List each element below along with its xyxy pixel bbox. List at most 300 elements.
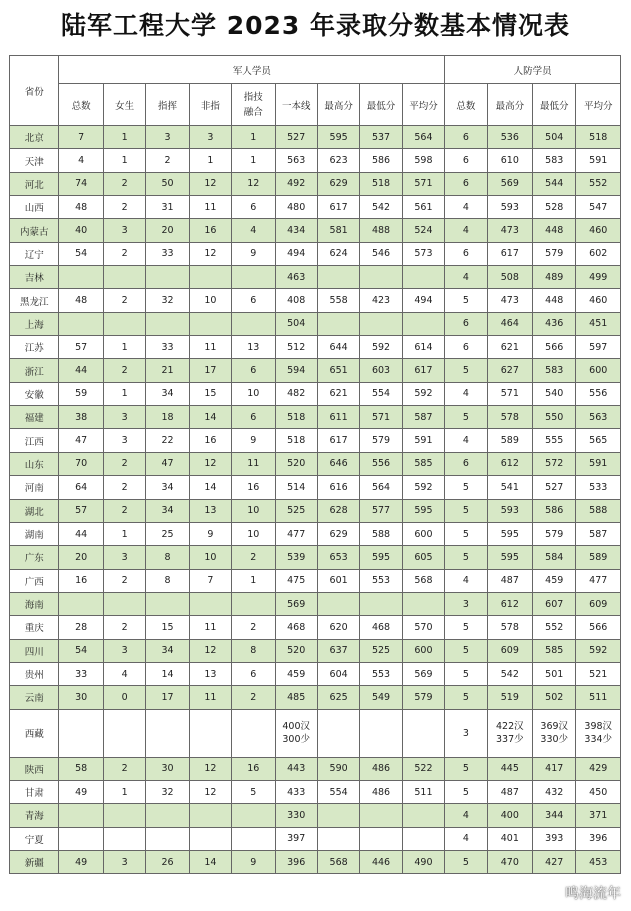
table-cell: 34: [146, 639, 189, 662]
table-cell: 6: [445, 172, 487, 195]
table-cell: 18: [146, 406, 189, 429]
table-row: [10, 780, 621, 803]
table-cell: 5: [445, 499, 487, 522]
table-cell: [232, 266, 275, 289]
table-cell: 16: [232, 757, 275, 780]
table-cell: 16: [232, 476, 275, 499]
table-cell: 3: [103, 639, 145, 662]
table-cell: 577: [360, 499, 402, 522]
table-cell: 397: [275, 827, 317, 850]
table-cell: 44: [59, 359, 103, 382]
table-cell: 12: [189, 757, 231, 780]
table-cell: 14: [189, 850, 231, 873]
table-cell: 5: [445, 406, 487, 429]
table-cell: 4: [103, 662, 145, 685]
table-cell: 573: [402, 242, 444, 265]
table-cell: 9: [232, 242, 275, 265]
table-cell: [360, 709, 402, 757]
table-cell: 487: [487, 569, 532, 592]
table-cell: [146, 804, 189, 827]
table-cell: 563: [576, 406, 621, 429]
table-cell: 588: [360, 522, 402, 545]
table-cell: 524: [402, 219, 444, 242]
table-cell: 5: [445, 359, 487, 382]
province-cell: 陕西: [10, 757, 59, 780]
table-cell: 48: [59, 196, 103, 219]
province-cell: 吉林: [10, 266, 59, 289]
table-cell: 595: [487, 522, 532, 545]
table-cell: 5: [445, 757, 487, 780]
table-cell: 31: [146, 196, 189, 219]
table-cell: 569: [402, 662, 444, 685]
col-header: 最低分: [533, 84, 576, 126]
table-cell: 477: [576, 569, 621, 592]
table-cell: 4: [445, 827, 487, 850]
table-cell: 614: [402, 336, 444, 359]
table-cell: [103, 709, 145, 757]
table-cell: 579: [533, 522, 576, 545]
table-cell: 9: [232, 850, 275, 873]
table-cell: 592: [402, 382, 444, 405]
province-cell: 河南: [10, 476, 59, 499]
table-cell: 617: [487, 242, 532, 265]
table-cell: 12: [189, 172, 231, 195]
col-header: 指技融合: [232, 84, 275, 126]
table-cell: 9: [189, 522, 231, 545]
table-cell: 396: [576, 827, 621, 850]
table-cell: [317, 266, 359, 289]
table-cell: 74: [59, 172, 103, 195]
military-group-header: 军人学员: [59, 56, 445, 84]
page-title: 陆军工程大学 2023 年录取分数基本情况表: [61, 11, 570, 40]
table-cell: 512: [275, 336, 317, 359]
table-cell: 528: [533, 196, 576, 219]
table-cell: 609: [487, 639, 532, 662]
table-cell: 48: [59, 289, 103, 312]
table-row: [10, 242, 621, 265]
table-cell: 6: [232, 359, 275, 382]
col-header: 总数: [445, 84, 487, 126]
table-cell: 569: [275, 592, 317, 615]
table-cell: [360, 266, 402, 289]
table-cell: 34: [146, 499, 189, 522]
table-cell: 2: [103, 499, 145, 522]
table-cell: 585: [402, 452, 444, 475]
table-row: [10, 359, 621, 382]
table-cell: [402, 827, 444, 850]
table-cell: 583: [533, 149, 576, 172]
table-cell: 600: [576, 359, 621, 382]
table-cell: 58: [59, 757, 103, 780]
table-cell: 579: [402, 686, 444, 709]
table-cell: 434: [275, 219, 317, 242]
table-cell: 13: [189, 662, 231, 685]
table-cell: 561: [402, 196, 444, 219]
table-row: [10, 757, 621, 780]
table-cell: 1: [103, 780, 145, 803]
province-cell: 广西: [10, 569, 59, 592]
table-cell: [232, 312, 275, 335]
table-cell: 579: [533, 242, 576, 265]
table-cell: 593: [487, 499, 532, 522]
table-row: [10, 686, 621, 709]
province-cell: 江西: [10, 429, 59, 452]
table-cell: 621: [487, 336, 532, 359]
table-cell: 3: [103, 850, 145, 873]
table-cell: 4: [59, 149, 103, 172]
table-cell: 1: [103, 382, 145, 405]
header-row-columns: [10, 84, 621, 126]
table-cell: 2: [103, 757, 145, 780]
province-cell: 宁夏: [10, 827, 59, 850]
table-cell: 5: [445, 662, 487, 685]
table-cell: 537: [360, 126, 402, 149]
table-cell: 569: [487, 172, 532, 195]
table-cell: 7: [189, 569, 231, 592]
province-cell: 福建: [10, 406, 59, 429]
table-cell: 433: [275, 780, 317, 803]
table-cell: [402, 266, 444, 289]
table-cell: 595: [487, 546, 532, 569]
table-cell: 586: [533, 499, 576, 522]
table-cell: 6: [445, 126, 487, 149]
table-cell: 637: [317, 639, 359, 662]
table-cell: 3: [445, 709, 487, 757]
table-cell: 49: [59, 780, 103, 803]
table-cell: [360, 827, 402, 850]
table-cell: 448: [533, 289, 576, 312]
table-cell: 10: [232, 499, 275, 522]
table-cell: 12: [189, 639, 231, 662]
table-cell: 49: [59, 850, 103, 873]
table-cell: 546: [360, 242, 402, 265]
province-cell: 浙江: [10, 359, 59, 382]
table-cell: 595: [360, 546, 402, 569]
admission-table: [9, 55, 621, 874]
province-cell: 山东: [10, 452, 59, 475]
table-cell: 477: [275, 522, 317, 545]
table-cell: 2: [232, 686, 275, 709]
table-cell: 5: [445, 686, 487, 709]
table-cell: 26: [146, 850, 189, 873]
table-cell: 6: [232, 196, 275, 219]
table-cell: 565: [576, 429, 621, 452]
table-cell: 443: [275, 757, 317, 780]
table-cell: 518: [360, 172, 402, 195]
table-cell: [360, 804, 402, 827]
table-cell: 588: [576, 499, 621, 522]
table-cell: [103, 592, 145, 615]
table-cell: 40: [59, 219, 103, 242]
table-cell: 38: [59, 406, 103, 429]
table-row: [10, 592, 621, 615]
table-cell: 629: [317, 522, 359, 545]
table-cell: [59, 827, 103, 850]
table-cell: 330: [275, 804, 317, 827]
table-cell: 621: [317, 382, 359, 405]
table-cell: 448: [533, 219, 576, 242]
table-cell: 2: [103, 569, 145, 592]
province-cell: 天津: [10, 149, 59, 172]
table-cell: 553: [360, 662, 402, 685]
table-row: [10, 429, 621, 452]
table-cell: 1: [103, 336, 145, 359]
table-cell: [59, 266, 103, 289]
table-row: [10, 406, 621, 429]
table-cell: 369汉 330少: [533, 709, 576, 757]
table-cell: 2: [232, 616, 275, 639]
table-cell: 487: [487, 780, 532, 803]
table-cell: 11: [189, 686, 231, 709]
table-cell: 2: [146, 149, 189, 172]
table-cell: 17: [189, 359, 231, 382]
col-header: 平均分: [402, 84, 444, 126]
table-cell: 4: [445, 382, 487, 405]
table-row: [10, 522, 621, 545]
table-cell: 459: [533, 569, 576, 592]
table-cell: 518: [275, 406, 317, 429]
table-cell: 564: [402, 126, 444, 149]
watermark: 鸣海流年: [565, 886, 621, 902]
table-cell: 1: [189, 149, 231, 172]
table-cell: 463: [275, 266, 317, 289]
table-row: [10, 172, 621, 195]
table-cell: 13: [232, 336, 275, 359]
table-cell: 33: [59, 662, 103, 685]
table-cell: 450: [576, 780, 621, 803]
table-cell: 1: [103, 149, 145, 172]
table-cell: 585: [533, 639, 576, 662]
table-cell: 605: [402, 546, 444, 569]
table-cell: [232, 709, 275, 757]
table-cell: 488: [360, 219, 402, 242]
table-cell: 12: [189, 780, 231, 803]
table-cell: 6: [445, 452, 487, 475]
table-cell: [402, 709, 444, 757]
table-cell: 6: [232, 289, 275, 312]
table-cell: 6: [445, 336, 487, 359]
table-cell: 15: [189, 382, 231, 405]
table-cell: 571: [402, 172, 444, 195]
table-row: [10, 382, 621, 405]
province-cell: 辽宁: [10, 242, 59, 265]
table-cell: 5: [445, 639, 487, 662]
table-cell: 445: [487, 757, 532, 780]
table-cell: [59, 709, 103, 757]
table-cell: [317, 709, 359, 757]
table-cell: [317, 312, 359, 335]
table-row: [10, 804, 621, 827]
table-cell: 617: [317, 196, 359, 219]
table-cell: 1: [103, 126, 145, 149]
table-cell: 0: [103, 686, 145, 709]
table-row: [10, 126, 621, 149]
table-cell: 436: [533, 312, 576, 335]
table-cell: 586: [360, 149, 402, 172]
table-cell: 4: [445, 429, 487, 452]
table-cell: 508: [487, 266, 532, 289]
province-cell: 江苏: [10, 336, 59, 359]
table-cell: 57: [59, 499, 103, 522]
province-cell: 青海: [10, 804, 59, 827]
table-cell: 59: [59, 382, 103, 405]
province-cell: 上海: [10, 312, 59, 335]
table-cell: 584: [533, 546, 576, 569]
table-cell: 646: [317, 452, 359, 475]
table-cell: 4: [445, 266, 487, 289]
table-cell: 54: [59, 242, 103, 265]
col-header: 女生: [103, 84, 145, 126]
table-cell: 489: [533, 266, 576, 289]
table-cell: 597: [576, 336, 621, 359]
table-cell: 583: [533, 359, 576, 382]
table-cell: [59, 312, 103, 335]
table-cell: 3: [103, 406, 145, 429]
table-cell: 16: [189, 429, 231, 452]
table-cell: 518: [576, 126, 621, 149]
table-cell: 4: [445, 569, 487, 592]
col-header: 最高分: [317, 84, 359, 126]
table-cell: 57: [59, 336, 103, 359]
table-cell: 473: [487, 289, 532, 312]
table-cell: 14: [189, 406, 231, 429]
table-cell: 453: [576, 850, 621, 873]
table-cell: 592: [402, 476, 444, 499]
table-cell: [59, 592, 103, 615]
table-row: [10, 476, 621, 499]
table-cell: 21: [146, 359, 189, 382]
table-cell: 10: [189, 289, 231, 312]
table-cell: 30: [146, 757, 189, 780]
table-cell: [189, 804, 231, 827]
table-cell: 10: [232, 522, 275, 545]
table-cell: 32: [146, 780, 189, 803]
table-cell: 4: [445, 804, 487, 827]
table-cell: 533: [576, 476, 621, 499]
province-cell: 河北: [10, 172, 59, 195]
table-cell: 5: [445, 476, 487, 499]
table-cell: 554: [360, 382, 402, 405]
table-cell: 8: [146, 546, 189, 569]
table-cell: [189, 592, 231, 615]
table-cell: 432: [533, 780, 576, 803]
table-row: [10, 149, 621, 172]
table-cell: 604: [317, 662, 359, 685]
table-cell: 468: [275, 616, 317, 639]
table-cell: 482: [275, 382, 317, 405]
table-cell: 5: [445, 546, 487, 569]
table-row: [10, 569, 621, 592]
table-cell: 1: [232, 569, 275, 592]
table-cell: 525: [275, 499, 317, 522]
table-cell: 502: [533, 686, 576, 709]
table-cell: 20: [146, 219, 189, 242]
table-cell: 519: [487, 686, 532, 709]
table-cell: 344: [533, 804, 576, 827]
table-cell: [232, 592, 275, 615]
table-cell: 5: [232, 780, 275, 803]
table-cell: 50: [146, 172, 189, 195]
table-cell: 540: [533, 382, 576, 405]
table-cell: [317, 804, 359, 827]
table-cell: 2: [103, 452, 145, 475]
table-cell: 547: [576, 196, 621, 219]
table-body: [10, 126, 621, 874]
table-row: [10, 499, 621, 522]
table-cell: 423: [360, 289, 402, 312]
table-cell: 578: [487, 406, 532, 429]
table-cell: [402, 592, 444, 615]
table-cell: 520: [275, 452, 317, 475]
table-cell: 8: [232, 639, 275, 662]
table-cell: 521: [576, 662, 621, 685]
table-cell: 460: [576, 219, 621, 242]
province-cell: 湖南: [10, 522, 59, 545]
table-cell: 417: [533, 757, 576, 780]
table-cell: 13: [189, 499, 231, 522]
table-cell: 625: [317, 686, 359, 709]
province-header: 省份: [10, 56, 59, 126]
table-cell: 511: [402, 780, 444, 803]
province-cell: 西藏: [10, 709, 59, 757]
table-cell: [103, 804, 145, 827]
col-header: 指挥: [146, 84, 189, 126]
table-cell: 1: [232, 149, 275, 172]
table-cell: 485: [275, 686, 317, 709]
table-cell: 473: [487, 219, 532, 242]
table-cell: 598: [402, 149, 444, 172]
col-header: 一本线: [275, 84, 317, 126]
table-cell: 2: [103, 359, 145, 382]
table-cell: 15: [146, 616, 189, 639]
table-cell: 539: [275, 546, 317, 569]
table-cell: 11: [189, 616, 231, 639]
table-cell: 14: [189, 476, 231, 499]
table-cell: 3: [445, 592, 487, 615]
table-cell: 587: [402, 406, 444, 429]
table-cell: [189, 709, 231, 757]
table-cell: 620: [317, 616, 359, 639]
table-cell: 64: [59, 476, 103, 499]
table-cell: 427: [533, 850, 576, 873]
table-cell: 627: [487, 359, 532, 382]
table-cell: 607: [533, 592, 576, 615]
table-cell: 617: [402, 359, 444, 382]
province-cell: 黑龙江: [10, 289, 59, 312]
table-cell: 6: [232, 406, 275, 429]
table-cell: 6: [445, 242, 487, 265]
table-row: [10, 336, 621, 359]
table-cell: 5: [445, 850, 487, 873]
table-cell: 589: [576, 546, 621, 569]
table-cell: 595: [317, 126, 359, 149]
province-cell: 云南: [10, 686, 59, 709]
table-cell: 511: [576, 686, 621, 709]
table-row: [10, 312, 621, 335]
table-cell: 572: [533, 452, 576, 475]
table-cell: 554: [317, 780, 359, 803]
table-cell: 536: [487, 126, 532, 149]
table-cell: 616: [317, 476, 359, 499]
table-row: [10, 662, 621, 685]
table-cell: [103, 312, 145, 335]
table-cell: [317, 827, 359, 850]
province-cell: 新疆: [10, 850, 59, 873]
table-cell: 653: [317, 546, 359, 569]
table-cell: 44: [59, 522, 103, 545]
table-cell: [189, 266, 231, 289]
table-cell: 9: [232, 429, 275, 452]
